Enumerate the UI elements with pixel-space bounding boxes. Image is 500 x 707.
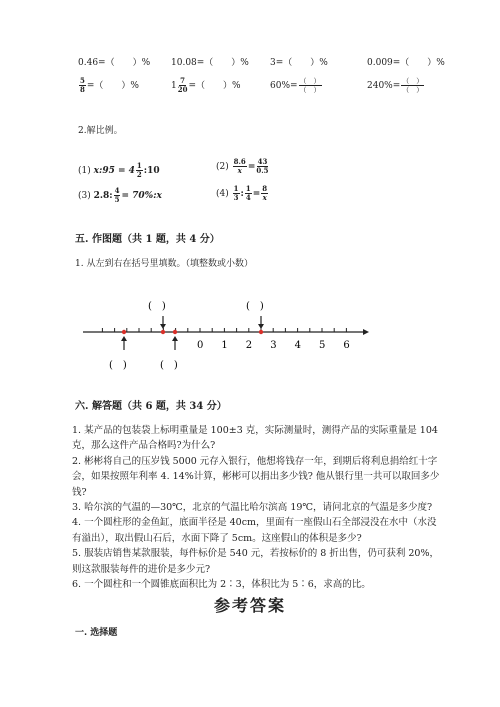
tick-labels-group [197,340,350,351]
conversion-fraction-item: $\frac{5}{8}$ =（ ）% [80,76,139,94]
tick-label: 6 [343,340,350,351]
problem-item: 4. 一个圆柱形的金鱼缸，底面半径是 40cm，里面有一座假山石全部浸没在水中（水没有溢出），取出假山石后，水面下降了 5cm。这座假山的体积是多少? [72,517,437,544]
conversion-fraction-item: 60%= $\frac{( )}{( )}$ [270,77,321,94]
fraction: $\frac{4}{5}$ [114,186,120,204]
section-title: 2.解比例。 [78,126,123,136]
proportion-1: (1) x:95 = 4 $\frac{1}{2}$ :10 [78,161,160,179]
fraction: $\frac{( )}{( )}$ [299,77,321,94]
fraction: $\frac{8.6}{x}$ [233,157,246,175]
conversion-fraction-item: 240%= $\frac{( )}{( )}$ [367,77,424,94]
fraction: $\frac{1}{3}$ [233,184,239,202]
section-title: 五. 作图题（共 1 题，共 4 分） [75,234,220,245]
paren-top-1: ( ) [148,301,166,312]
question-text: 1. 从左到右在括号里填数。（填整数或小数） [75,259,253,269]
up-arrowhead [172,336,178,341]
point-marker [259,330,263,334]
conversion-item: 0.46=（ ）% [78,58,151,68]
down-arrowhead [160,324,166,329]
fraction: $\frac{1}{2}$ [136,161,142,179]
problem-item: 2. 彬彬将自己的压岁钱 5000 元存入银行，他想将钱存一年，到期后将利息捐给红十字会，如果按照年利率 4. 14%计算，彬彬可以捐出多少钱? 他从银行里一共可以取回多少钱? [72,455,440,498]
conversion-item: 10.08=（ ）% [171,58,249,68]
ticks-group [102,328,346,332]
answers-title: 参考答案 [213,596,286,615]
conversion-item: 0.009=（ ）% [367,58,445,68]
fraction: $\frac{43}{0.5}$ [256,157,269,175]
conversion-item: 3=（ ）% [270,58,328,68]
paren-bottom-1: ( ) [109,360,127,371]
paren-bottom-2: ( ) [160,360,178,371]
tick-label: 1 [221,340,228,351]
fraction: $\frac{1}{4}$ [245,184,251,202]
fraction: $\frac{7}{20}$ [177,76,188,94]
tick-label: 0 [197,340,204,351]
tick-label: 4 [294,340,301,351]
point-marker [161,330,165,334]
problem-list [72,423,442,592]
tick-label: 2 [245,340,253,351]
tick-label: 3 [270,340,277,351]
section-title: 六. 解答题（共 6 题，共 34 分） [75,401,227,412]
number-line-figure [78,296,368,376]
problem-item: 3. 哈尔滨的气温的—30℃，北京的气温比哈尔滨高 19℃，请问北京的气温是多少度? [72,502,433,514]
point-marker [122,330,126,334]
number-line-svg [78,296,368,376]
proportion-3: (3) 2.8: $\frac{4}{5}$ = 70%:x [78,186,162,204]
fraction: $\frac{( )}{( )}$ [402,77,424,94]
fraction: $\frac{8}{x}$ [262,184,268,202]
tick-label: 5 [319,340,326,351]
proportion-4: (4) $\frac{1}{3}$ : $\frac{1}{4}$ = $\frac{8}{x}$ [216,184,268,202]
paren-top-2: ( ) [246,301,264,312]
axis-arrowhead [363,329,369,335]
problem-item: 1. 某产品的包装袋上标明重量是 100±3 克，实际测量时，测得产品的实际重量是 104 克，那么这件产品合格吗?为什么? [72,425,438,452]
fraction: $\frac{5}{8}$ [80,76,85,94]
problem-item: 5. 服装店销售某款服装，每件标价是 540 元，若按标价的 8 折出售，仍可获利 20%，则这款服装每件的进价是多少元? [72,548,439,575]
up-arrowhead [121,336,127,341]
conversion-fraction-item: 1 $\frac{7}{20}$ =（ ）% [171,76,241,94]
problem-item: 6. 一个圆柱和一个圆锥底面积比为 2∶3，体积比为 5∶6，求高的比。 [72,579,371,591]
proportion-2: (2) $\frac{8.6}{x}$ = $\frac{43}{0.5}$ [216,157,269,175]
answers-subtitle: 一. 选择题 [75,628,118,638]
point-marker [173,330,177,334]
down-arrowhead [258,324,264,329]
